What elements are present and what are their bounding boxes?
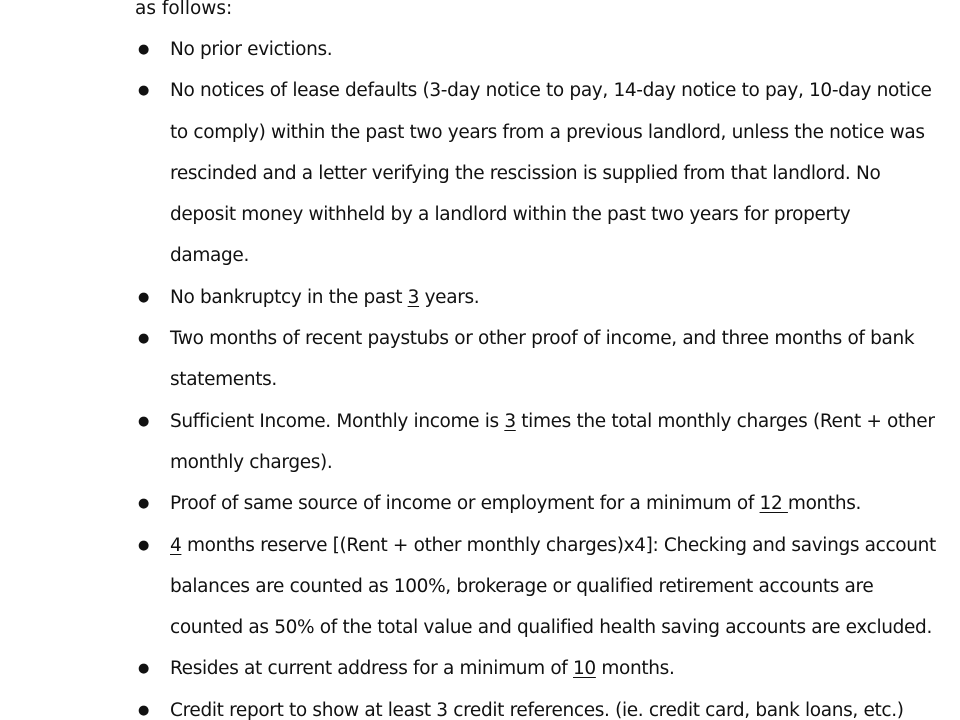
text-segment: Two months of recent paystubs or other proof of income, and three months of bank <box>170 328 915 350</box>
bullet-icon: ● <box>138 496 149 512</box>
text-segment: rescinded and a letter verifying the rescission is supplied from that landlord. No <box>170 162 881 184</box>
text-segment: months reserve [(Rent + other monthly charges)x4]: Checking and savings account <box>181 534 936 556</box>
bullet-icon: ● <box>138 661 149 677</box>
text-segment: No prior evictions. <box>170 39 333 60</box>
criteria-line <box>170 29 960 70</box>
criteria-item <box>0 483 960 524</box>
criteria-item <box>0 70 960 276</box>
text-segment: Sufficient Income. Monthly income is <box>170 410 505 432</box>
underlined-value: 10 <box>573 658 596 680</box>
text-segment: No bankruptcy in the past <box>170 286 408 308</box>
criteria-line <box>170 112 960 153</box>
criteria-item <box>0 690 960 720</box>
intro-text: as follows: <box>135 0 233 19</box>
text-segment: damage. <box>170 245 249 267</box>
underlined-value: 3 <box>504 410 516 432</box>
bullet-icon: ● <box>138 702 149 718</box>
criteria-line <box>170 153 960 194</box>
criteria-line <box>170 277 960 318</box>
criteria-line <box>170 607 960 648</box>
criteria-line <box>170 690 960 720</box>
underlined-value: 4 <box>170 534 182 556</box>
text-segment: deposit money withheld by a landlord within the past two years for property <box>170 204 851 226</box>
bullet-icon: ● <box>138 413 149 429</box>
criteria-item <box>0 29 960 70</box>
criteria-line <box>170 401 960 442</box>
criteria-line <box>170 483 960 524</box>
criteria-item <box>0 401 960 484</box>
criteria-item <box>0 277 960 318</box>
criteria-item <box>0 525 960 649</box>
text-segment: years. <box>419 286 480 308</box>
criteria-line <box>170 359 960 400</box>
text-segment: Proof of same source of income or employment for a minimum of <box>170 493 760 515</box>
text-segment: to comply) within the past two years from a previous landlord, unless the notice was <box>170 121 925 143</box>
underlined-value: 3 <box>407 286 420 308</box>
criteria-item <box>0 318 960 401</box>
text-segment: monthly charges). <box>170 451 333 473</box>
text-segment: Credit report to show at least 3 credit references. (ie. credit card, bank loans, etc.) <box>170 699 904 720</box>
criteria-line <box>170 442 960 483</box>
bullet-icon: ● <box>138 537 149 553</box>
criteria-line <box>170 525 960 566</box>
criteria-line <box>170 648 960 689</box>
text-segment: times the total monthly charges (Rent + other <box>515 410 935 432</box>
criteria-line <box>170 70 960 111</box>
text-segment: months. <box>787 493 862 515</box>
bullet-icon: ● <box>138 331 149 347</box>
criteria-line <box>170 235 960 276</box>
text-segment: counted as 50% of the total value and qualified health saving accounts are excluded. <box>170 617 932 639</box>
bullet-icon: ● <box>138 42 149 57</box>
bullet-icon: ● <box>138 289 149 305</box>
text-segment: balances are counted as 100%, brokerage or qualified retirement accounts are <box>170 575 874 597</box>
underlined-value: 12 <box>759 493 788 515</box>
bullet-icon: ● <box>138 83 149 99</box>
criteria-line <box>170 566 960 607</box>
criteria-line <box>170 318 960 359</box>
text-segment: No notices of lease defaults (3-day notice to pay, 14-day notice to pay, 10-day notice <box>170 80 932 102</box>
criteria-item <box>0 648 960 689</box>
text-segment: Resides at current address for a minimum of <box>170 658 574 680</box>
text-segment: months. <box>595 658 675 680</box>
text-segment: statements. <box>170 369 277 391</box>
criteria-line <box>170 194 960 235</box>
criteria-list <box>0 29 960 720</box>
